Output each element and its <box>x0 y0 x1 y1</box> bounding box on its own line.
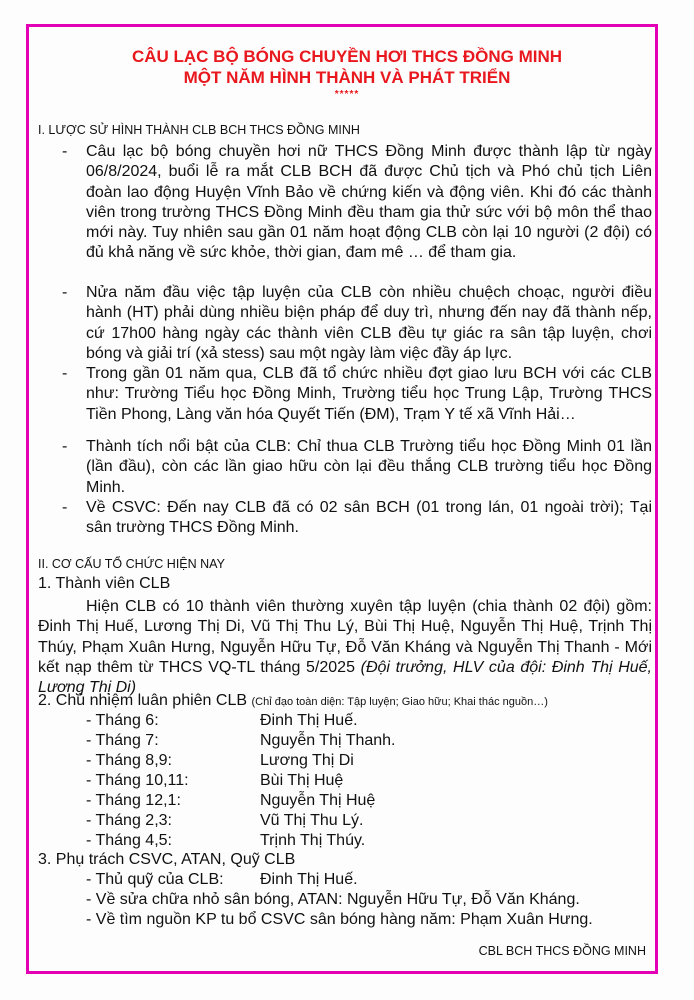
members-text: Hiện CLB có 10 thành viên thường xuyên tập luyện (chia thành 02 đội) gồm: Đinh Thị Huế, Lương Thị Di, Vũ Thị Thu Lý, Bùi Thị Huệ, Nguyễn Thị Huệ, Trịnh Thị Thúy, Phạm Xuân Hưng, Nguyễn Hữu Tự, Đỗ Văn Kháng và Nguyễn Thị Thanh - Mới kết nạp thêm từ THCS VQ-TL tháng 5/2025 <box>38 598 652 676</box>
title-stars: ***** <box>334 89 360 100</box>
history-item-2: Nửa năm đầu việc tập luyện của CLB còn nhiều chuệch choạc, người điều hành (HT) phải dùng nhiều biện pháp để duy trì, nhưng đến nay đã thành nếp, cứ 17h00 hàng ngày các thành viên CLB đều tự giác ra sân tập luyện, chơi bóng và giải trí (xả stess) sau một ngày làm việc đầy áp lực. <box>86 284 652 362</box>
history-item-5: Về CSVC: Đến nay CLB đã có 02 sân BCH (01 trong lán, 01 ngoài trời); Tại sân trường THCS Đồng Minh. <box>86 499 652 537</box>
title-line-2: MỘT NĂM HÌNH THÀNH VÀ PHÁT TRIỂN <box>183 68 511 87</box>
rotation-month: - Tháng 2,3: <box>86 812 172 829</box>
section-2-heading: II. CƠ CẤU TỔ CHỨC HIỆN NAY <box>38 557 225 571</box>
rotation-name: Nguyễn Thị Huệ <box>260 792 376 809</box>
treasurer-name: Đinh Thị Huế. <box>260 871 358 888</box>
bullet: - <box>62 499 68 516</box>
rotation-name: Trịnh Thị Thúy. <box>260 832 366 849</box>
title-line-1: CÂU LẠC BỘ BÓNG CHUYỀN HƠI THCS ĐỒNG MINH <box>131 47 563 66</box>
rotation-month: - Tháng 7: <box>86 732 159 749</box>
rotation-month: - Tháng 8,9: <box>86 752 172 769</box>
bullet: - <box>62 143 68 160</box>
members-subtitle: 1. Thành viên CLB <box>38 575 171 592</box>
section-1-heading: I. LƯỢC SỬ HÌNH THÀNH CLB BCH THCS ĐỒNG MINH <box>38 123 360 137</box>
bullet: - <box>62 365 68 382</box>
history-item-1: Câu lạc bộ bóng chuyền hơi nữ THCS Đồng Minh được thành lập từ ngày 06/8/2024, buổi lễ ra mắt CLB BCH đã được Chủ tịch và Phó chủ tịch Liên đoàn lao động Huyện Vĩnh Bảo về chứng kiến và động viên. Khi đó các thành viên trong trường THCS Đồng Minh đều tham gia thử sức với bộ môn thể thao mới này. Tuy nhiên sau gần 01 năm hoạt động CLB còn lại 10 người (2 đội) có đủ khả năng về sức khỏe, thời gian, đam mê … để tham gia. <box>86 143 652 262</box>
rotation-month: - Tháng 10,11: <box>86 772 189 789</box>
signature: CBL BCH THCS ĐỒNG MINH <box>478 944 646 958</box>
rotation-name: Nguyễn Thị Thanh. <box>260 732 396 749</box>
rotation-name: Vũ Thị Thu Lý. <box>260 812 364 829</box>
repair-responsibility: - Về sửa chữa nhỏ sân bóng, ATAN: Nguyễn Hữu Tự, Đỗ Văn Kháng. <box>86 891 580 908</box>
facilities-subtitle: 3. Phụ trách CSVC, ATAN, Quỹ CLB <box>38 851 296 868</box>
history-item-4: Thành tích nổi bật của CLB: Chỉ thua CLB Trường tiểu học Đồng Minh 01 lần (lần đầu), còn các lần giao hữu còn lại đều thắng CLB trường tiểu học Đồng Minh. <box>86 438 652 496</box>
rotation-month: - Tháng 4,5: <box>86 832 172 849</box>
bullet: - <box>62 438 68 455</box>
rotation-name: Đinh Thị Huế. <box>260 712 358 729</box>
treasurer-label: - Thủ quỹ của CLB: <box>86 871 224 888</box>
funding-responsibility: - Về tìm nguồn KP tu bổ CSVC sân bóng hàng năm: Phạm Xuân Hưng. <box>86 911 593 928</box>
rotation-month: - Tháng 6: <box>86 712 159 729</box>
bullet: - <box>62 284 68 301</box>
members-paragraph <box>38 597 652 698</box>
rotation-month: - Tháng 12,1: <box>86 792 181 809</box>
history-item-3: Trong gần 01 năm qua, CLB đã tổ chức nhiều đợt giao lưu BCH với các CLB như: Trường Tiểu học Đồng Minh, Trường tiểu học Trung Lập, Trường THCS Tiền Phong, Làng văn hóa Quyết Tiến (ĐM), Trạm Y tế xã Vĩnh Hải… <box>86 365 652 423</box>
rotation-note: (Chỉ đạo toàn diện: Tập luyện; Giao hữu; Khai thác nguồn…) <box>251 696 548 708</box>
team-captains: (Đội trưởng, HLV của đội: Đinh Thị Huế, Lương Thị Di) <box>38 658 652 697</box>
rotation-name: Lương Thị Di <box>260 752 354 769</box>
rotation-name: Bùi Thị Huệ <box>260 772 344 789</box>
rotation-title: 2. Chủ nhiệm luân phiên CLB <box>38 692 248 709</box>
rotation-subtitle <box>38 692 548 710</box>
